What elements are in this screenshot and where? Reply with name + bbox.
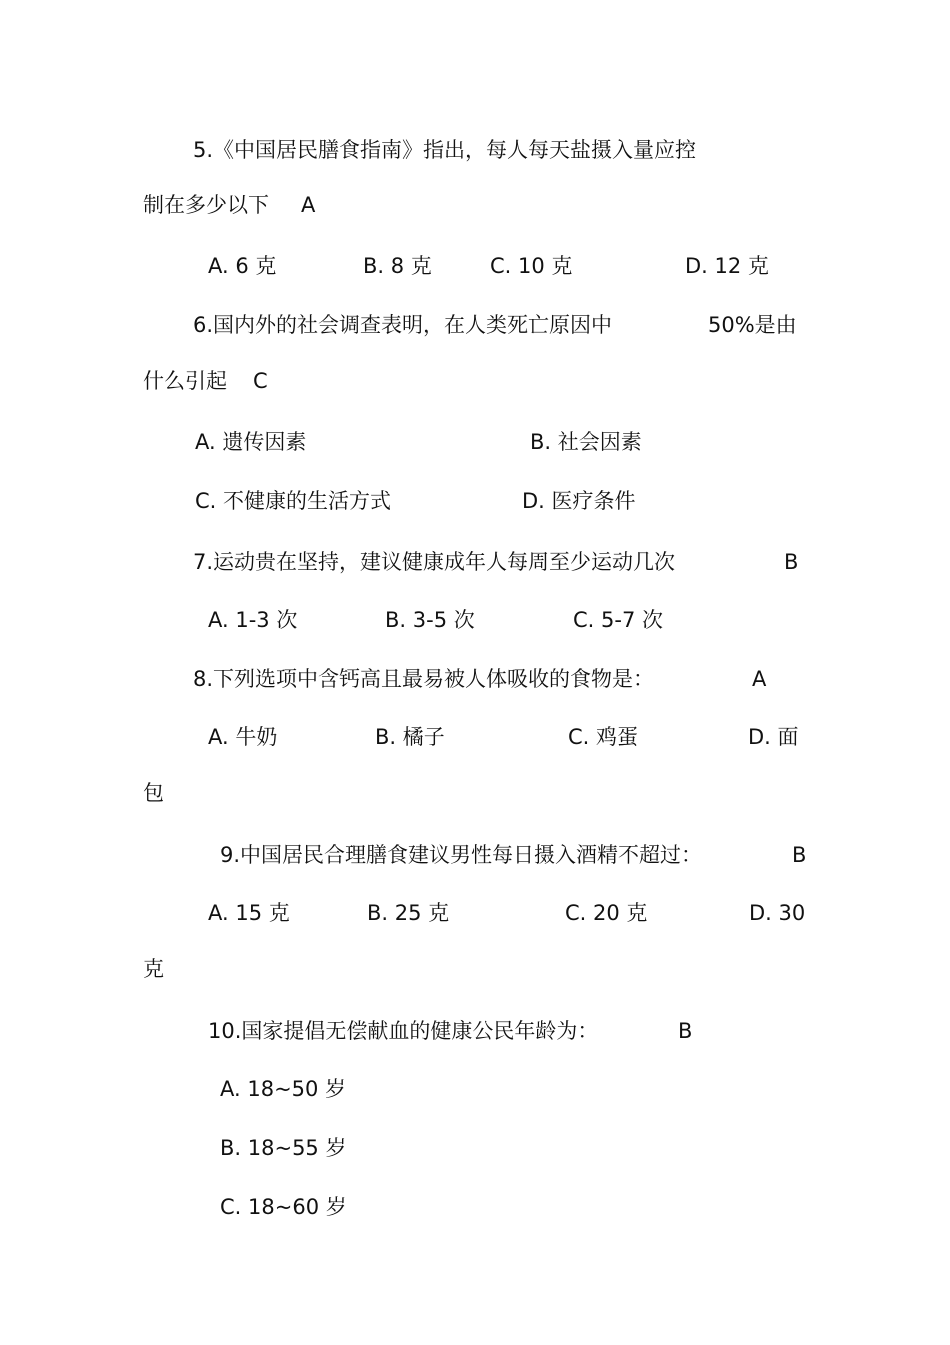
q10-option-c: C. 18~60 岁 [220, 1195, 347, 1219]
q7-text-line1: 7.运动贵在坚持，建议健康成年人每周至少运动几次 [193, 550, 676, 574]
q6-text-line2: 什么引起 [143, 369, 227, 393]
q7-option-a: A. 1-3 次 [208, 608, 298, 632]
q6-option-b: B. 社会因素 [530, 430, 642, 454]
q8-option-d: D. 面 [748, 725, 799, 749]
q9-text-line1: 9.中国居民合理膳食建议男性每日摄入酒精不超过： [220, 843, 703, 867]
q10-option-b: B. 18~55 岁 [220, 1136, 347, 1160]
q10-option-a: A. 18~50 岁 [220, 1077, 347, 1101]
q6-answer: C [253, 369, 268, 393]
q5-option-c: C. 10 克 [490, 254, 573, 278]
q9-option-b: B. 25 克 [367, 901, 450, 925]
q5-option-d: D. 12 克 [685, 254, 769, 278]
q8-text-line1: 8.下列选项中含钙高且最易被人体吸收的食物是： [193, 667, 655, 691]
q8-answer: A [752, 667, 767, 691]
q8-option-a: A. 牛奶 [208, 725, 278, 749]
q6-option-a: A. 遗传因素 [195, 430, 307, 454]
q7-option-b: B. 3-5 次 [385, 608, 475, 632]
q9-option-c: C. 20 克 [565, 901, 648, 925]
q6-option-c: C. 不健康的生活方式 [195, 489, 392, 513]
q10-answer: B [678, 1019, 693, 1043]
q7-answer: B [784, 550, 799, 574]
q8-option-c: C. 鸡蛋 [568, 725, 639, 749]
q5-answer: A [301, 193, 316, 217]
q5-text-line2: 制在多少以下 [143, 193, 269, 217]
q6-option-d: D. 医疗条件 [522, 489, 636, 513]
q9-option-d-wrap: 克 [143, 957, 164, 981]
q5-text-line1: 5.《中国居民膳食指南》指出，每人每天盐摄入量应控 [193, 138, 697, 162]
q8-option-b: B. 橘子 [375, 725, 445, 749]
q8-option-d-wrap: 包 [143, 781, 164, 805]
q5-option-b: B. 8 克 [363, 254, 432, 278]
q9-answer: B [792, 843, 807, 867]
q9-option-a: A. 15 克 [208, 901, 290, 925]
q5-option-a: A. 6 克 [208, 254, 277, 278]
q6-text-line1: 6.国内外的社会调查表明，在人类死亡原因中 [193, 313, 613, 337]
q9-option-d: D. 30 [749, 901, 806, 925]
q10-text-line1: 10.国家提倡无偿献血的健康公民年龄为： [208, 1019, 599, 1043]
q6-text-line1-tail: 50%是由 [708, 313, 797, 337]
q7-option-c: C. 5-7 次 [573, 608, 663, 632]
